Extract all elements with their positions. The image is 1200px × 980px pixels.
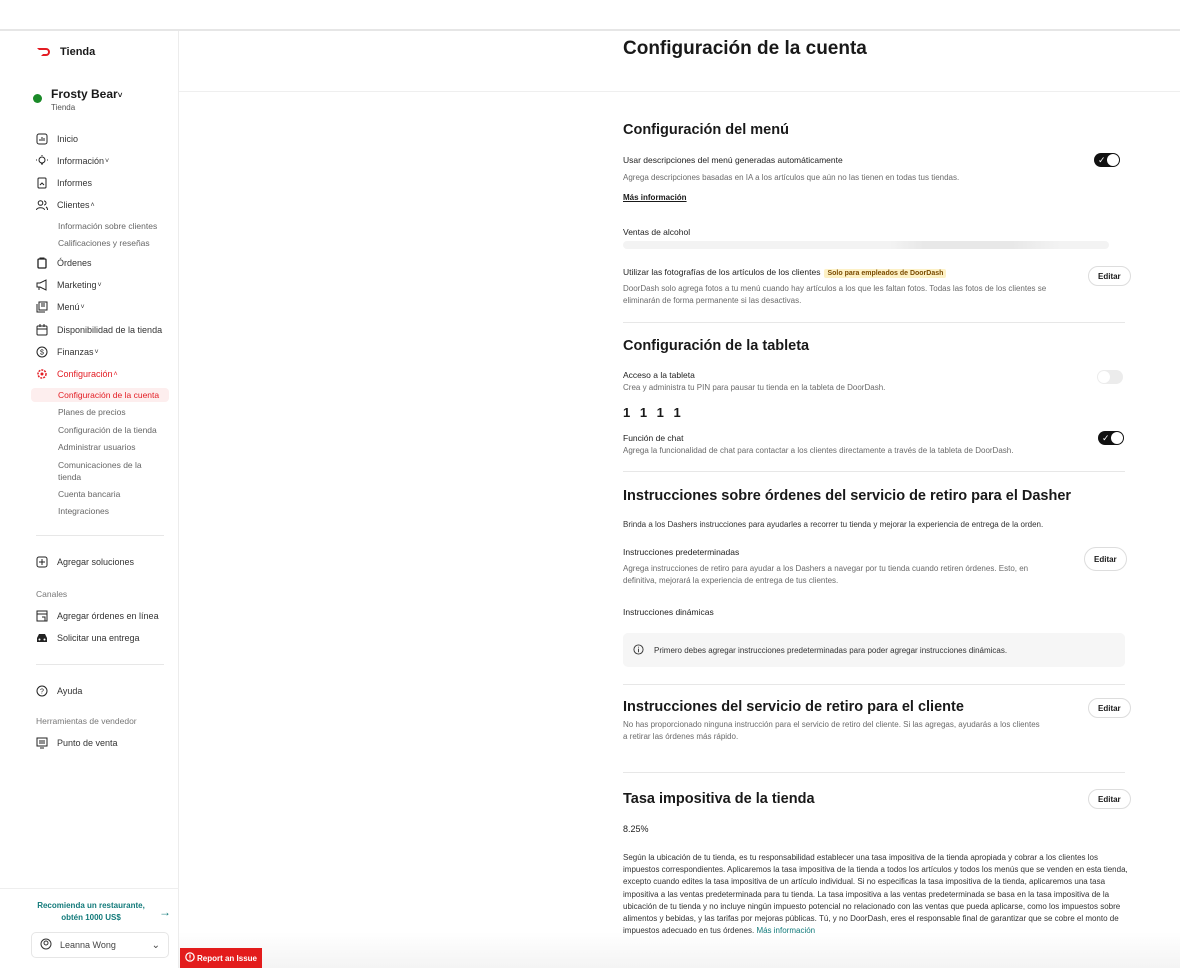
chat-help: Agrega la funcionalidad de chat para contactar a los clientes directamente a través de la tableta de DoorDash. — [623, 446, 1014, 455]
users-icon — [36, 199, 48, 211]
sidebar-item-punto-venta[interactable] — [36, 737, 118, 749]
sidebar-subitem-configuracion-tienda[interactable]: Configuración de la tienda — [58, 425, 157, 435]
tablet-access-label: Acceso a la tableta — [623, 370, 695, 380]
calendar-icon — [36, 324, 48, 336]
sidebar-divider — [36, 664, 164, 665]
sidebar-item-informacion[interactable] — [36, 155, 109, 167]
clipboard-icon — [36, 177, 48, 189]
section-divider — [623, 322, 1125, 323]
tax-explanation — [623, 852, 1128, 937]
referral-promo-link[interactable]: Recomienda un restaurante, obtén 1000 US$ — [37, 901, 145, 922]
sidebar-subitem-calificaciones[interactable]: Calificaciones y reseñas — [58, 238, 150, 248]
section-divider — [623, 772, 1125, 773]
photos-row — [623, 267, 1125, 278]
sidebar-item-clientes[interactable] — [36, 199, 95, 211]
chart-icon — [36, 133, 48, 145]
label: Disponibilidad de la tienda — [57, 325, 163, 335]
lightbulb-icon — [36, 155, 48, 167]
arrow-right-icon[interactable]: → — [159, 905, 171, 919]
tablet-access-help: Crea y administra tu PIN para pausar tu tienda en la tableta de DoorDash. — [623, 383, 886, 392]
chat-label: Función de chat — [623, 433, 684, 443]
label: Agregar soluciones — [57, 557, 135, 567]
header-divider — [179, 91, 1180, 92]
plus-square-icon — [36, 556, 48, 568]
section-title-menu: Configuración del menú — [623, 122, 789, 138]
section-title-dasher: Instrucciones sobre órdenes del servicio de retiro para el Dasher — [623, 488, 1072, 504]
label: Órdenes — [57, 258, 92, 268]
section-title-tax: Tasa impositiva de la tienda — [623, 791, 815, 807]
report-issue-button[interactable] — [180, 948, 262, 968]
tablet-pin: 1 1 1 1 — [623, 405, 681, 420]
dasher-intro: Brinda a los Dashers instrucciones para ayudarles a recorrer tu tienda y mejorar la experiencia de entrega de la orden. — [623, 520, 1044, 529]
gear-icon — [36, 368, 48, 380]
sidebar-item-menu[interactable] — [36, 301, 85, 313]
page-title: Configuración de la cuenta — [623, 38, 867, 59]
user-avatar-icon — [40, 938, 52, 952]
sidebar-item-ordenes[interactable] — [36, 257, 92, 269]
sidebar-item-inicio[interactable] — [36, 133, 78, 145]
tax-more-info-link[interactable]: Más información — [756, 926, 816, 936]
label: Información — [57, 156, 105, 166]
label: Agregar órdenes en línea — [57, 611, 159, 621]
help-circle-icon — [36, 685, 48, 697]
sidebar-item-solicitar-entrega[interactable] — [36, 632, 140, 644]
tablet-access-toggle[interactable] — [1097, 370, 1123, 384]
sidebar-subitem-configuracion-cuenta[interactable]: Configuración de la cuenta — [58, 390, 160, 400]
sidebar-item-agregar-ordenes[interactable] — [36, 610, 159, 622]
section-divider — [623, 471, 1125, 472]
sidebar-item-finanzas[interactable] — [36, 346, 99, 358]
megaphone-icon — [36, 279, 48, 291]
sidebar-item-marketing[interactable] — [36, 279, 102, 291]
alcohol-label: Ventas de alcohol — [623, 227, 691, 237]
chevron-down-icon: ˅ — [80, 303, 85, 311]
label: Informes — [57, 178, 93, 188]
edit-tax-button[interactable]: Editar — [1088, 789, 1131, 809]
bag-icon — [36, 257, 48, 269]
auto-desc-toggle[interactable] — [1094, 153, 1120, 167]
user-menu[interactable] — [31, 932, 169, 958]
dynamic-instructions-info — [623, 633, 1125, 667]
label: Clientes — [57, 200, 90, 210]
section-divider — [623, 684, 1125, 685]
section-label-canales: Canales — [36, 589, 68, 599]
label: Configuración — [57, 369, 113, 379]
label: Ayuda — [57, 686, 83, 696]
dollar-circle-icon — [36, 346, 48, 358]
check-icon: ✓ — [1098, 155, 1106, 165]
brand-logo[interactable] — [36, 46, 95, 58]
label: Solicitar una entrega — [57, 633, 140, 643]
section-title-customer-pickup: Instrucciones del servicio de retiro para el cliente — [623, 699, 964, 715]
sidebar-subitem-integraciones[interactable]: Integraciones — [58, 506, 110, 516]
label: Menú — [57, 302, 80, 312]
chevron-down-icon: ⌄ — [151, 939, 160, 951]
svg-text:$: $ — [40, 349, 44, 357]
alcohol-loading-skeleton — [623, 241, 1109, 249]
sidebar-item-informes[interactable] — [36, 177, 92, 189]
sidebar-item-agregar-soluciones[interactable] — [36, 556, 134, 568]
section-title-tablet: Configuración de la tableta — [623, 338, 810, 354]
store-type: Tienda — [51, 103, 76, 112]
store-name: Frosty Bear — [51, 87, 118, 101]
alert-circle-icon — [185, 952, 195, 964]
employee-only-badge: Solo para empleados de DoorDash — [824, 269, 946, 278]
label: Finanzas — [57, 347, 94, 357]
edit-customer-pickup-button[interactable]: Editar — [1088, 698, 1131, 718]
sidebar-item-disponibilidad[interactable] — [36, 324, 162, 336]
auto-desc-label: Usar descripciones del menú generadas automáticamente — [623, 155, 843, 165]
chevron-up-icon: ˄ — [113, 370, 118, 378]
default-instructions-label: Instrucciones predeterminadas — [623, 547, 740, 557]
tax-body: Según la ubicación de tu tienda, es tu responsabilidad establecer una tasa impositiva de la tienda apropiada y cobrar a los clientes los impuestos correspondientes. Aplicaremos la tasa impositiva de la tienda a todos los artículos y todos los menús que se venden en esta tienda, excepto cuando edites la tasa impositiva de un artículo individual. Si no especificas la tasa impositiva de la tienda, aplicaremos una tasa impositiva a las ventas predeterminada para tu tienda. La tasa impositiva a las ventas predeterminada se basa en la tasa impositiva de la ubicación de tu tienda y no incluye ningún impuesto potencial no relacionado con las ventas que pueda aplicarse, como los impuestos sobre alimentos y bebidas, y las tarifas por mejoras públicas. Tú, y no DoorDash, eres el responsable final de garantizar que se cobre el monto de impuestos adecuado en tus órdenes. — [623, 853, 1128, 936]
label: Marketing — [57, 280, 97, 290]
tax-rate: 8.25% — [623, 824, 649, 834]
svg-text:?: ? — [40, 688, 44, 696]
store-status-dot — [33, 94, 42, 103]
sidebar-subitem-administrar-usuarios[interactable]: Administrar usuarios — [58, 442, 136, 452]
sidebar-item-ayuda[interactable] — [36, 685, 82, 697]
customer-pickup-help: No has proporcionado ninguna instrucción para el servicio de retiro del cliente. Si las agregas, ayudarás a los clientes a retirar las órdenes más rápido. — [623, 720, 1040, 741]
brand-label: Tienda — [60, 46, 96, 58]
chevron-down-icon: ˅ — [105, 157, 110, 165]
sidebar-subitem-planes-precios[interactable]: Planes de precios — [58, 407, 126, 417]
info-text: Primero debes agregar instrucciones predeterminadas para poder agregar instrucciones dinámicas. — [654, 645, 1008, 655]
car-icon — [36, 632, 48, 644]
report-label: Report an Issue — [196, 953, 257, 963]
photos-help: DoorDash solo agrega fotos a tu menú cuando hay artículos a los que les faltan fotos. Todas las fotos de los clientes se eliminarán de forma permanente si las desactivas. — [623, 284, 1047, 305]
user-name: Leanna Wong — [60, 940, 116, 950]
menu-book-icon — [36, 301, 48, 313]
info-icon — [633, 644, 644, 657]
dynamic-instructions-label: Instrucciones dinámicas — [623, 607, 714, 617]
chevron-down-icon: ˅ — [94, 348, 99, 356]
default-instructions-help: Agrega instrucciones de retiro para ayudar a los Dashers a navegar por tu tienda cuando retiren órdenes. Esto, en definitiva, mejorará la experiencia de entrega de tus clientes. — [623, 564, 1029, 585]
section-label-herramientas: Herramientas de vendedor — [36, 716, 137, 726]
sidebar-subitem-informacion-clientes[interactable]: Información sobre clientes — [58, 221, 158, 231]
photos-label: Utilizar las fotografías de los artículos de los clientes — [623, 267, 821, 277]
storefront-icon — [36, 610, 48, 622]
chat-toggle[interactable] — [1098, 431, 1124, 445]
check-icon: ✓ — [1102, 433, 1110, 443]
more-info-link[interactable]: Más información — [623, 193, 687, 202]
chevron-up-icon: ˄ — [90, 201, 95, 209]
auto-desc-help: Agrega descripciones basadas en IA a los artículos que aún no las tienen en todas tus tiendas. — [623, 173, 960, 182]
sidebar-bottom-divider — [0, 888, 179, 889]
label: Inicio — [57, 134, 79, 144]
sidebar-divider — [36, 535, 164, 536]
label: Punto de venta — [57, 738, 118, 748]
sidebar-subitem-cuenta-bancaria[interactable]: Cuenta bancaria — [58, 489, 121, 499]
chevron-down-icon: ˅ — [97, 281, 102, 289]
pos-terminal-icon — [36, 737, 48, 749]
chevron-down-icon: ˅ — [117, 91, 123, 100]
sidebar-item-configuracion[interactable] — [36, 368, 118, 380]
sidebar-subitem-comunicaciones[interactable]: Comunicaciones de la tienda — [58, 460, 142, 482]
edit-photos-button[interactable]: Editar — [1088, 266, 1131, 286]
doordash-logo-icon — [36, 47, 52, 57]
edit-default-instructions-button[interactable]: Editar — [1084, 547, 1127, 571]
